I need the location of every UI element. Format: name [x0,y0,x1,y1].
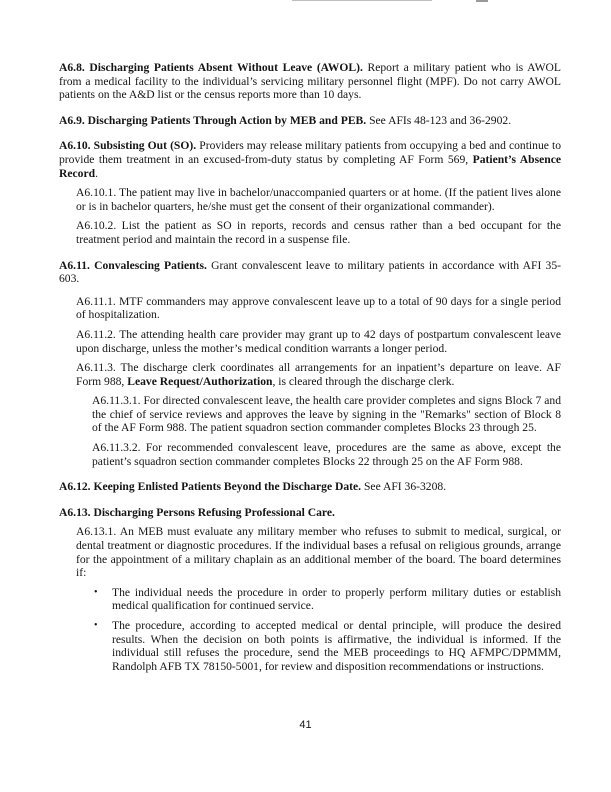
document-page [59,61,561,679]
punctuation: . [95,166,98,180]
section-body: See AFI 36-3208. [361,480,447,494]
subsection-a6-10-1: A6.10.1. The patient may live in bachelor/unaccompanied quarters or at home. (If the patient lives alone or is in bachelor quarters, he/she must get the consent of their organizational commander). [76,186,561,213]
section-a6-10 [59,139,561,180]
subsection-a6-11-3-1: A6.11.3.1. For directed convalescent leave, the health care provider completes and signs Block 7 and the chief of service reviews and approves the leave by signing in the "Remarks" section of Block 8 of the AF Form 988. The patient squadron section commander completes Blocks 23 through 25. [92,394,561,435]
page-number: 41 [299,719,312,731]
section-body: Grant convalescent leave to military patients in accordance with AFI 35-603. [59,258,561,286]
section-heading: A6.10. Subsisting Out (SO). [59,139,197,153]
form-title: Patient’s Absence Record [59,152,561,180]
section-a6-12 [59,480,561,494]
bullet-icon: • [94,586,98,598]
list-item-text: The individual needs the procedure in order to properly perform military duties or establish medical qualification for continued service. [112,585,561,613]
section-heading: A6.12. Keeping Enlisted Patients Beyond the Discharge Date. [59,480,362,494]
form-title: Leave Request/Authorization [127,374,273,388]
section-heading: A6.11. Convalescing Patients. [59,258,207,272]
section-body: Providers may release military patients from occupying a bed and continue to provide them treatment in an excused-from-duty status by completing AF Form 569, [59,139,561,166]
list-item [59,619,561,673]
section-body: Report a military patient who is AWOL from a medical facility to the individual’s servicing military personnel flight (MPF). Do not carry AWOL patients on the A&D list or the census reports more than 10 days. [59,61,561,102]
list-item [59,586,561,613]
subsection-text: , is cleared through the discharge clerk. [272,374,455,388]
section-body: See AFIs 48-123 and 36-2902. [366,113,512,127]
section-heading: A6.9. Discharging Patients Through Action by MEB and PEB. [59,113,367,127]
section-heading: A6.8. Discharging Patients Absent Without Leave (AWOL). [59,61,363,74]
section-heading: A6.13. Discharging Persons Refusing Professional Care. [59,505,335,519]
section-a6-13 [59,506,561,520]
subsection-a6-13-1: A6.13.1. An MEB must evaluate any military member who refuses to submit to medical, surgical, or dental treatment or diagnostic procedures. If the individual bases a refusal on religious grounds, arrange for the appointment of a military chaplain as an additional member of the board. The board determines if: [76,525,561,580]
section-a6-8 [59,61,561,102]
section-a6-9 [59,114,561,128]
section-a6-11 [59,259,561,286]
scan-header-mark [476,0,488,2]
list-item-text: The procedure, according to accepted medical or dental principle, will produce the desired results. When the decision on both points is affirmative, the individual is informed. If the individual still refuses the procedure, send the MEB proceedings to HQ AFMPC/DPMMM, Randolph AFB TX 78150-5001, for review and disposition recommendations or instructions. [112,619,561,673]
determination-list [59,586,561,674]
subsection-a6-11-3 [76,361,561,388]
subsection-a6-10-2: A6.10.2. List the patient as SO in reports, records and census rather than a bed occupant for the treatment period and maintain the record in a suspense file. [76,219,561,246]
subsection-a6-11-1: A6.11.1. MTF commanders may approve convalescent leave up to a total of 90 days for a single period of hospitalization. [76,294,561,322]
subsection-a6-11-3-2: A6.11.3.2. For recommended convalescent leave, procedures are the same as above, except the patient’s squadron section commander completes Blocks 22 through 25 on the AF Form 988. [92,441,561,468]
scan-header-rule [292,0,432,1]
bullet-icon: • [94,620,98,631]
subsection-a6-11-2: A6.11.2. The attending health care provider may grant up to 42 days of postpartum convalescent leave upon discharge, unless the mother’s medical condition warrants a longer period. [76,327,561,355]
subsection-text: A6.11.3. The discharge clerk coordinates all arrangements for an inpatient’s departure on leave. AF Form 988, [76,361,561,388]
